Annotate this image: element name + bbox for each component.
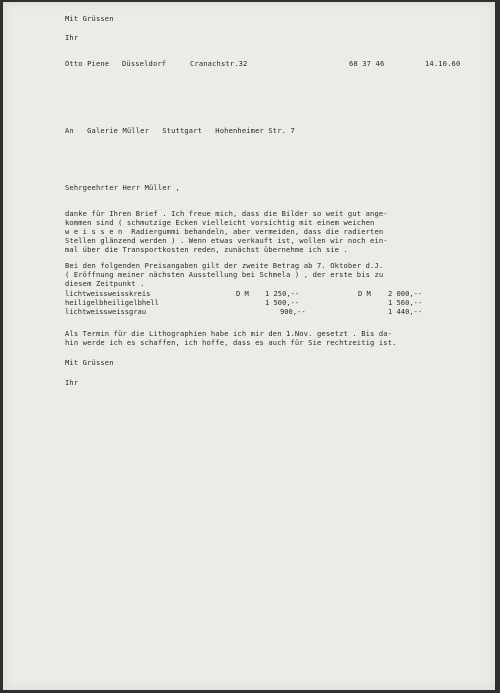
price-second: 1 440,-- — [388, 307, 423, 316]
signature-bottom: Ihr — [65, 378, 79, 387]
paragraph-line: kommen sind ( schmutzige Ecken vielleicht vorsichtig mit einem weichen — [65, 218, 375, 227]
paragraph-line: hin werde ich es schaffen, ich hoffe, dass es auch für Sie rechtzeitig ist. — [65, 338, 397, 347]
salutation: Sehrgeehrter Herr Müller , — [65, 183, 180, 192]
signature-top: Ihr — [65, 33, 79, 42]
price-currency-1: D M — [236, 289, 249, 298]
letter-date: 14.10.60 — [425, 59, 461, 68]
paragraph-line: Als Termin für die Lithographien habe ich mir den 1.Nov. gesetzt . Bis da- — [65, 329, 393, 338]
price-second: 2 000,-- — [388, 289, 423, 298]
paragraph-line: danke für Ihren Brief . Ich freue mich, dass die Bilder so weit gut ange- — [65, 209, 388, 218]
paragraph-line: mal über die Transportkosten reden, zunächst übernehme ich sie . — [65, 245, 348, 254]
price-first: 1 250,-- — [265, 289, 300, 298]
greeting-top: Mit Grüssen — [65, 14, 114, 23]
paragraph-line: ( Eröffnung meiner nächsten Ausstellung bei Schmela ) , der erste bis zu — [65, 270, 384, 279]
sender-phone: 68 37 46 — [349, 59, 385, 68]
price-item: lichtweissweisskreis — [65, 289, 151, 298]
price-second: 1 560,-- — [388, 298, 423, 307]
price-currency-2: D M — [358, 289, 371, 298]
recipient-address: An Galerie Müller Stuttgart Hohenheimer Str. 7 — [65, 126, 295, 135]
price-first: 900,-- — [280, 307, 306, 316]
paragraph-line: w e i s s e n Radiergummi behandeln, aber vermeiden, dass die radierten — [65, 227, 384, 236]
paragraph-line: Bei den folgenden Preisangaben gilt der zweite Betrag ab 7. Oktober d.J. — [65, 261, 384, 270]
price-item: lichtweissweissgrau — [65, 307, 147, 316]
sender-street: Cranachstr.32 — [190, 59, 248, 68]
price-first: 1 500,-- — [265, 298, 300, 307]
sender-city: Düsseldorf — [122, 59, 167, 68]
paragraph-line: diesem Zeitpunkt . — [65, 279, 145, 288]
price-item: heiligelbheiligelbhell — [65, 298, 159, 307]
closing: Mit Grüssen — [65, 358, 114, 367]
letter-page — [3, 2, 495, 690]
sender-name: Otto Piene — [65, 59, 110, 68]
paragraph-line: Stellen glänzend werden ) . Wenn etwas verkauft ist, wollen wir noch ein- — [65, 236, 388, 245]
